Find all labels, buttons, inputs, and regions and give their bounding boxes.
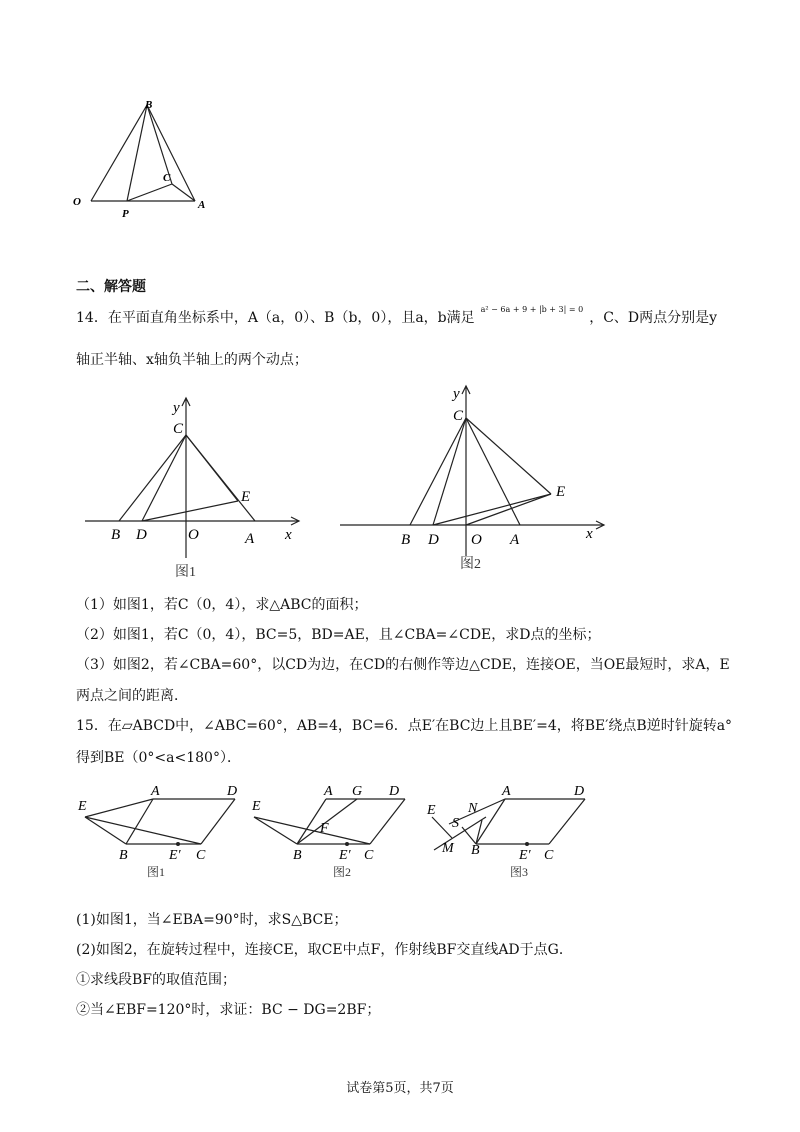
q14-part1: （1）如图1，若C（0，4），求△ABC的面积；: [76, 597, 368, 613]
q14-fig1-label-c: C: [173, 421, 184, 437]
top-label-a: A: [198, 199, 206, 211]
q15-fig2-label-a: A: [324, 784, 333, 799]
q14-fig2-label-a: A: [510, 532, 520, 548]
q15-fig3-label-c: C: [544, 848, 554, 863]
q15-fig3-label-e1: E′: [519, 848, 531, 863]
q14-figure-2: [340, 378, 620, 578]
q14-fig1-label-y: y: [173, 400, 180, 416]
q15-figure-1: [75, 780, 245, 880]
top-label-c: C: [163, 172, 171, 184]
q14-fig1-label-b: B: [111, 527, 121, 543]
q14-line1-pre: 14．在平面直角坐标系中，A（a，0）、B（b，0），且a，b满足: [76, 310, 475, 326]
q15-fig2-label-d: D: [389, 784, 400, 799]
q14-line1: [76, 305, 718, 330]
q15-fig2-caption: 图2: [333, 865, 352, 879]
q14-fig2-label-d: D: [428, 532, 439, 548]
q15-sub2: ②当∠EBF=120°时，求证：BC − DG=2BF；: [76, 1002, 381, 1018]
top-label-b: B: [145, 99, 153, 111]
q14-fig2-label-o: O: [471, 532, 482, 548]
q15-fig3-label-a: A: [502, 784, 511, 799]
q15-fig2-label-e: E: [252, 799, 261, 814]
q15-fig3-label-d: D: [574, 784, 585, 799]
q15-part2: (2)如图2，在旋转过程中，连接CE，取CE中点F，作射线BF交直线AD于点G．: [76, 942, 573, 958]
q14-fig1-label-x: x: [285, 527, 292, 543]
top-triangle-figure: [65, 95, 225, 225]
q14-fig2-label-y: y: [453, 386, 460, 402]
q15-fig2-label-b: B: [293, 848, 302, 863]
q14-figure-1: [85, 393, 315, 583]
q15-fig1-label-a: A: [151, 784, 160, 799]
section-heading: 二、解答题: [76, 279, 146, 295]
q15-fig3-label-m: M: [442, 841, 454, 856]
q15-fig3-label-e: E: [427, 803, 436, 818]
q15-line2: 得到BE（0°<a<180°）．: [76, 750, 241, 766]
q15-fig1-label-e: E: [78, 799, 87, 814]
q15-fig2-label-f: F: [320, 821, 329, 836]
q15-fig1-label-c: C: [196, 848, 206, 863]
q14-fig2-label-x: x: [586, 526, 593, 542]
q14-part3-line1: （3）如图2，若∠CBA=60°，以CD为边，在CD的右侧作等边△CDE，连接OE，当OE最短时，求A，E: [76, 657, 730, 673]
q14-fig2-label-b: B: [401, 532, 411, 548]
q15-fig1-label-e1: E′: [169, 848, 181, 863]
q15-line1: 15．在▱ABCD中，∠ABC=60°，AB=4，BC=6．点E′在BC边上且BE′=4，将BE′绕点B逆时针旋转a°: [76, 718, 733, 734]
q14-fig2-label-c: C: [453, 408, 464, 424]
page-footer: 试卷第5页，共7页: [346, 1081, 454, 1096]
q14-part3-line2: 两点之间的距离．: [76, 688, 188, 704]
q15-fig1-label-b: B: [119, 848, 128, 863]
q15-sub1: ①求线段BF的取值范围；: [76, 972, 237, 988]
q14-fig1-caption: 图1: [175, 565, 196, 580]
q15-fig3-label-b: B: [471, 843, 480, 858]
q15-fig1-label-d: D: [227, 784, 238, 799]
q14-fig1-label-a: A: [245, 531, 255, 547]
q15-fig2-label-c: C: [364, 848, 374, 863]
q15-fig2-label-e1: E′: [339, 848, 351, 863]
q15-part1: (1)如图1，当∠EBA=90°时，求S△BCE；: [76, 912, 348, 928]
q14-fig1-label-o: O: [188, 527, 199, 543]
q14-line2: 轴正半轴、x轴负半轴上的两个动点；: [76, 352, 308, 368]
q15-fig3-caption: 图3: [510, 865, 529, 879]
top-label-o: O: [73, 196, 81, 208]
q14-fig2-caption: 图2: [460, 557, 481, 572]
q15-fig1-caption: 图1: [147, 865, 166, 879]
top-label-p: P: [122, 208, 129, 220]
q14-fig1-label-d: D: [136, 527, 147, 543]
q14-line1-post: ，C、D两点分别是y: [589, 310, 718, 326]
q14-part2: （2）如图1，若C（0，4），BC=5，BD=AE，且∠CBA=∠CDE，求D点的坐标；: [76, 627, 601, 643]
q15-figure-3: [422, 780, 592, 880]
q14-fig2-label-e: E: [556, 484, 566, 500]
q15-fig3-label-s: S: [452, 816, 459, 831]
q14-condition: a² − 6a + 9 + |b + 3| = 0: [480, 305, 584, 314]
q15-fig2-label-g: G: [352, 784, 363, 799]
q15-figure-2: [248, 780, 413, 880]
q14-fig1-label-e: E: [241, 489, 251, 505]
q15-fig3-label-n: N: [468, 801, 478, 816]
